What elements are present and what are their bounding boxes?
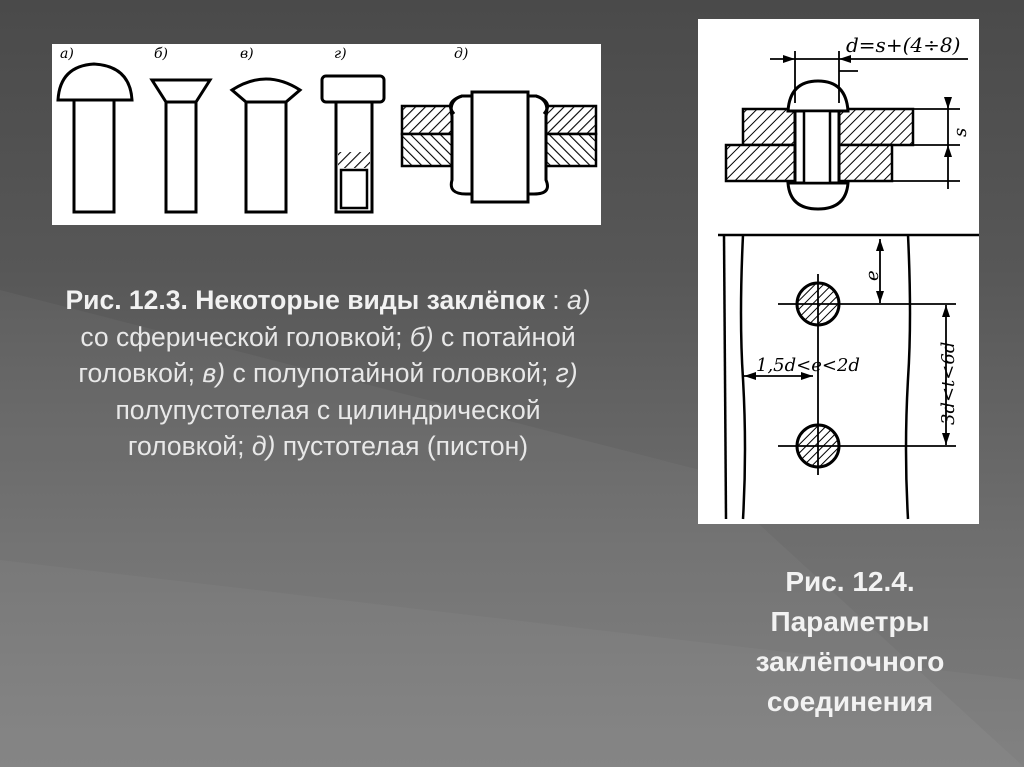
item-b-text: с потайной головкой; <box>78 321 576 388</box>
item-a-letter: а) <box>566 285 591 315</box>
item-v-letter: в) <box>202 358 226 388</box>
figure-12-4-caption <box>700 562 1000 722</box>
rivet-types-figure <box>52 44 601 225</box>
e-dimension-label: e <box>862 270 883 281</box>
label-v: в) <box>240 46 254 62</box>
item-v-text: с полупотайной головкой; <box>225 358 556 388</box>
item-a-text: со сферической головкой; <box>80 321 410 352</box>
caption-line-1: Рис. 12.4. <box>785 566 915 597</box>
caption-line-4: соединения <box>766 686 934 717</box>
item-g-text: полупустотелая с цилиндрической головкой; <box>115 394 541 461</box>
label-d: д) <box>454 46 469 62</box>
item-d-text: пустотелая (пистон) <box>275 431 529 461</box>
rivet-joint-parameters-figure <box>698 19 979 524</box>
item-g-letter: г) <box>555 358 578 388</box>
e-range-label: 1,5d<e<2d <box>756 355 860 376</box>
caption-separator: : <box>544 285 567 315</box>
label-g: г) <box>334 46 347 62</box>
figure-12-3-caption <box>58 282 598 465</box>
d-formula-label: d=s+(4÷8) <box>846 33 961 57</box>
s-dimension-label: s <box>950 127 971 137</box>
caption-line-3: заклёпочного <box>755 646 945 677</box>
t-range-label: 3d<t<6d <box>938 341 959 425</box>
item-b-letter: б) <box>409 321 434 352</box>
label-a: а) <box>60 46 74 62</box>
caption-line-2: Параметры <box>770 606 930 637</box>
caption-title: Рис. 12.3. Некоторые виды заклёпок <box>65 285 545 315</box>
item-d-letter: д) <box>251 431 276 461</box>
label-b: б) <box>154 46 169 62</box>
